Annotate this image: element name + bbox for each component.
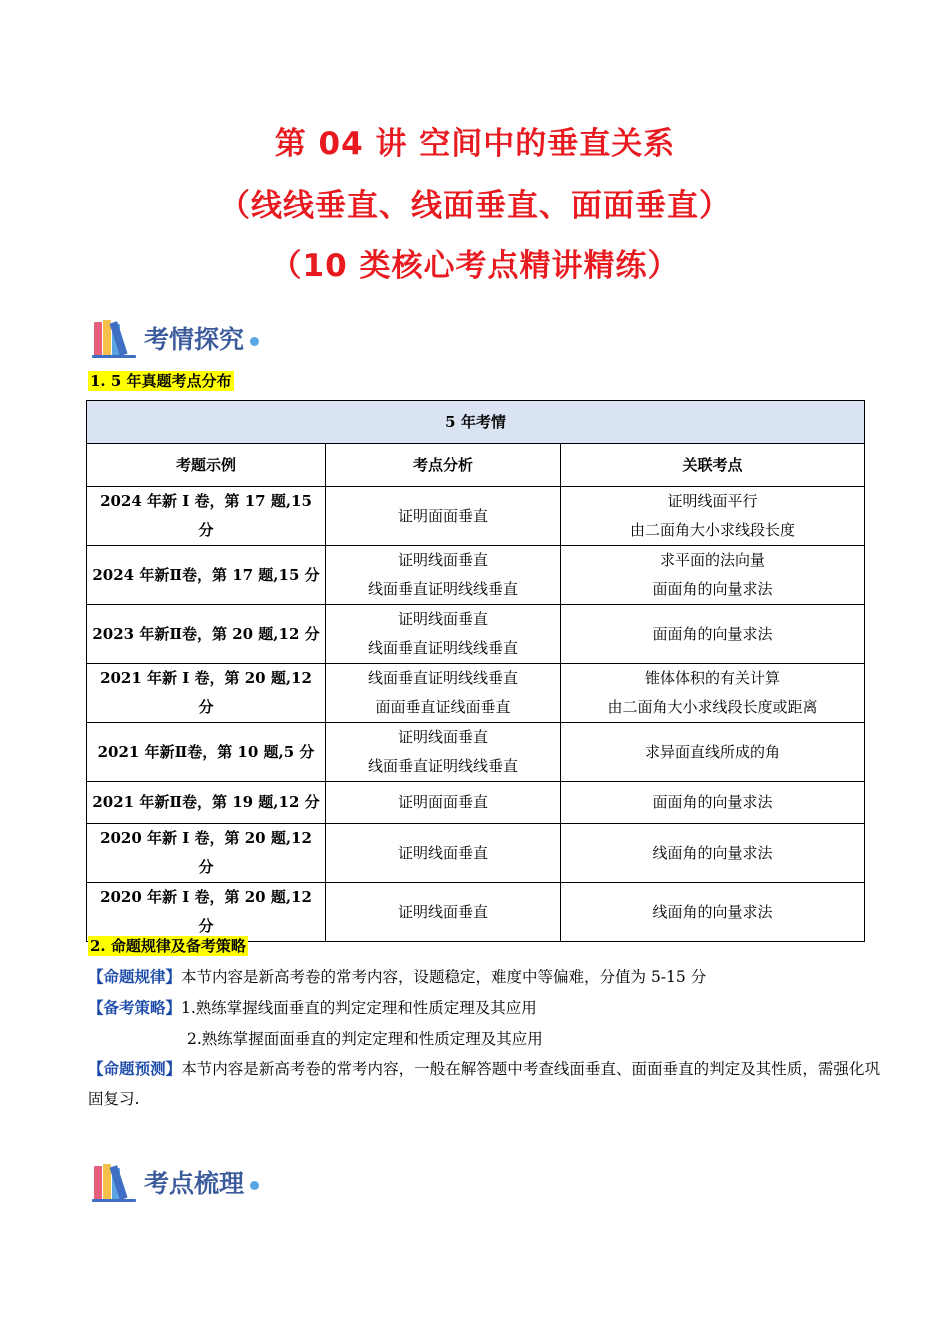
related-line: 证明线面平行 [667,492,758,510]
prediction-tag: 【命题预测】 [88,1059,182,1078]
related-cell [561,824,865,883]
question-cell: 2020 年新 I 卷，第 20 题,12 分 [87,824,326,883]
subsection-heading-1: 1. 5 年真题考点分布 [90,372,232,390]
related-cell [561,883,865,942]
strategy-paragraph-2 [187,1024,877,1054]
analysis-cell [326,883,561,942]
analysis-line: 证明线面垂直 [397,551,488,569]
rule-text: 本节内容是新高考卷的常考内容，设题稳定，难度中等偏难，分值为 5-15 分 [181,968,707,986]
title-line-1: 第 04 讲 空间中的垂直关系 [274,126,676,162]
rule-paragraph [88,962,878,992]
question-cell: 2024 年新 I 卷，第 17 题,15 分 [87,487,326,546]
analysis-line: 证明面面垂直 [397,506,488,525]
rule-tag: 【命题规律】 [88,967,182,986]
table-row [87,605,865,664]
table-caption: 5 年考情 [87,401,865,444]
prediction-text: 本节内容是新高考卷的常考内容，一般在解答题中考查线面垂直、面面垂直的判定及其性质，需强化巩固复习. [88,1060,880,1108]
section-header-2 [92,1160,259,1204]
dot-icon [250,337,259,346]
analysis-cell [326,546,561,605]
related-cell [561,487,865,546]
related-cell [561,546,865,605]
header-cell: 关联考点 [561,444,865,487]
books-icon [92,318,138,358]
related-cell [561,782,865,824]
analysis-cell [326,605,561,664]
related-line: 面面角的向量求法 [652,793,773,811]
related-line: 由二面角大小求线段长度 [629,521,795,539]
header-cell: 考点分析 [326,444,561,487]
question-cell: 2021 年新Ⅱ卷，第 10 题,5 分 [87,723,326,782]
analysis-line: 证明线面垂直 [397,728,488,746]
table-row [87,782,865,824]
strategy-item-1: 1.熟练掌握线面垂直的判定定理和性质定理及其应用 [181,999,537,1017]
related-line: 求平面的法向量 [659,551,765,569]
question-cell: 2023 年新Ⅱ卷，第 20 题,12 分 [87,605,326,664]
table-row [87,664,865,723]
analysis-line: 线面垂直证明线线垂直 [367,669,518,687]
section-header-1 [92,316,259,360]
table-row [87,723,865,782]
question-cell: 2021 年新Ⅱ卷，第 19 题,12 分 [87,782,326,824]
related-cell [561,605,865,664]
related-line: 锥体体积的有关计算 [644,669,780,687]
exam-table [86,400,865,942]
question-cell: 2021 年新 I 卷，第 20 题,12 分 [87,664,326,723]
analysis-line: 证明线面垂直 [397,843,488,862]
title-line-3: （10 类核心考点精讲精练） [270,248,680,284]
analysis-cell [326,782,561,824]
related-line: 由二面角大小求线段长度或距离 [607,698,818,716]
strategy-paragraph [88,993,878,1023]
analysis-line: 线面垂直证明线线垂直 [367,639,518,657]
related-cell [561,664,865,723]
books-icon [92,1162,138,1202]
table-row [87,824,865,883]
table-row [87,487,865,546]
related-line: 线面角的向量求法 [652,902,773,921]
header-cell: 考题示例 [87,444,326,487]
analysis-cell [326,723,561,782]
related-line: 求异面直线所成的角 [644,742,780,761]
question-cell: 2020 年新 I 卷，第 20 题,12 分 [87,883,326,942]
analysis-cell [326,664,561,723]
analysis-line: 证明线面垂直 [397,902,488,921]
analysis-line: 线面垂直证明线线垂直 [367,757,518,775]
section-title: 考情探究 [144,325,245,354]
related-line: 面面角的向量求法 [652,624,773,643]
analysis-line: 证明线面垂直 [397,610,488,628]
related-line: 面面角的向量求法 [652,580,773,598]
question-cell: 2024 年新Ⅱ卷，第 17 题,15 分 [87,546,326,605]
analysis-cell [326,487,561,546]
strategy-tag: 【备考策略】 [88,998,182,1017]
related-line: 线面角的向量求法 [652,843,773,862]
analysis-line: 线面垂直证明线线垂直 [367,580,518,598]
prediction-paragraph [88,1054,880,1114]
table-row [87,883,865,942]
related-cell [561,723,865,782]
analysis-line: 面面垂直证线面垂直 [375,698,511,716]
analysis-cell [326,824,561,883]
title-line-2: （线线垂直、线面垂直、面面垂直） [219,188,731,224]
subsection-heading-2: 2. 命题规律及备考策略 [90,937,246,955]
strategy-item-2: 2.熟练掌握面面垂直的判定定理和性质定理及其应用 [187,1030,543,1048]
dot-icon [250,1181,259,1190]
section-title: 考点梳理 [144,1169,245,1198]
table-row [87,546,865,605]
analysis-line: 证明面面垂直 [397,793,488,811]
